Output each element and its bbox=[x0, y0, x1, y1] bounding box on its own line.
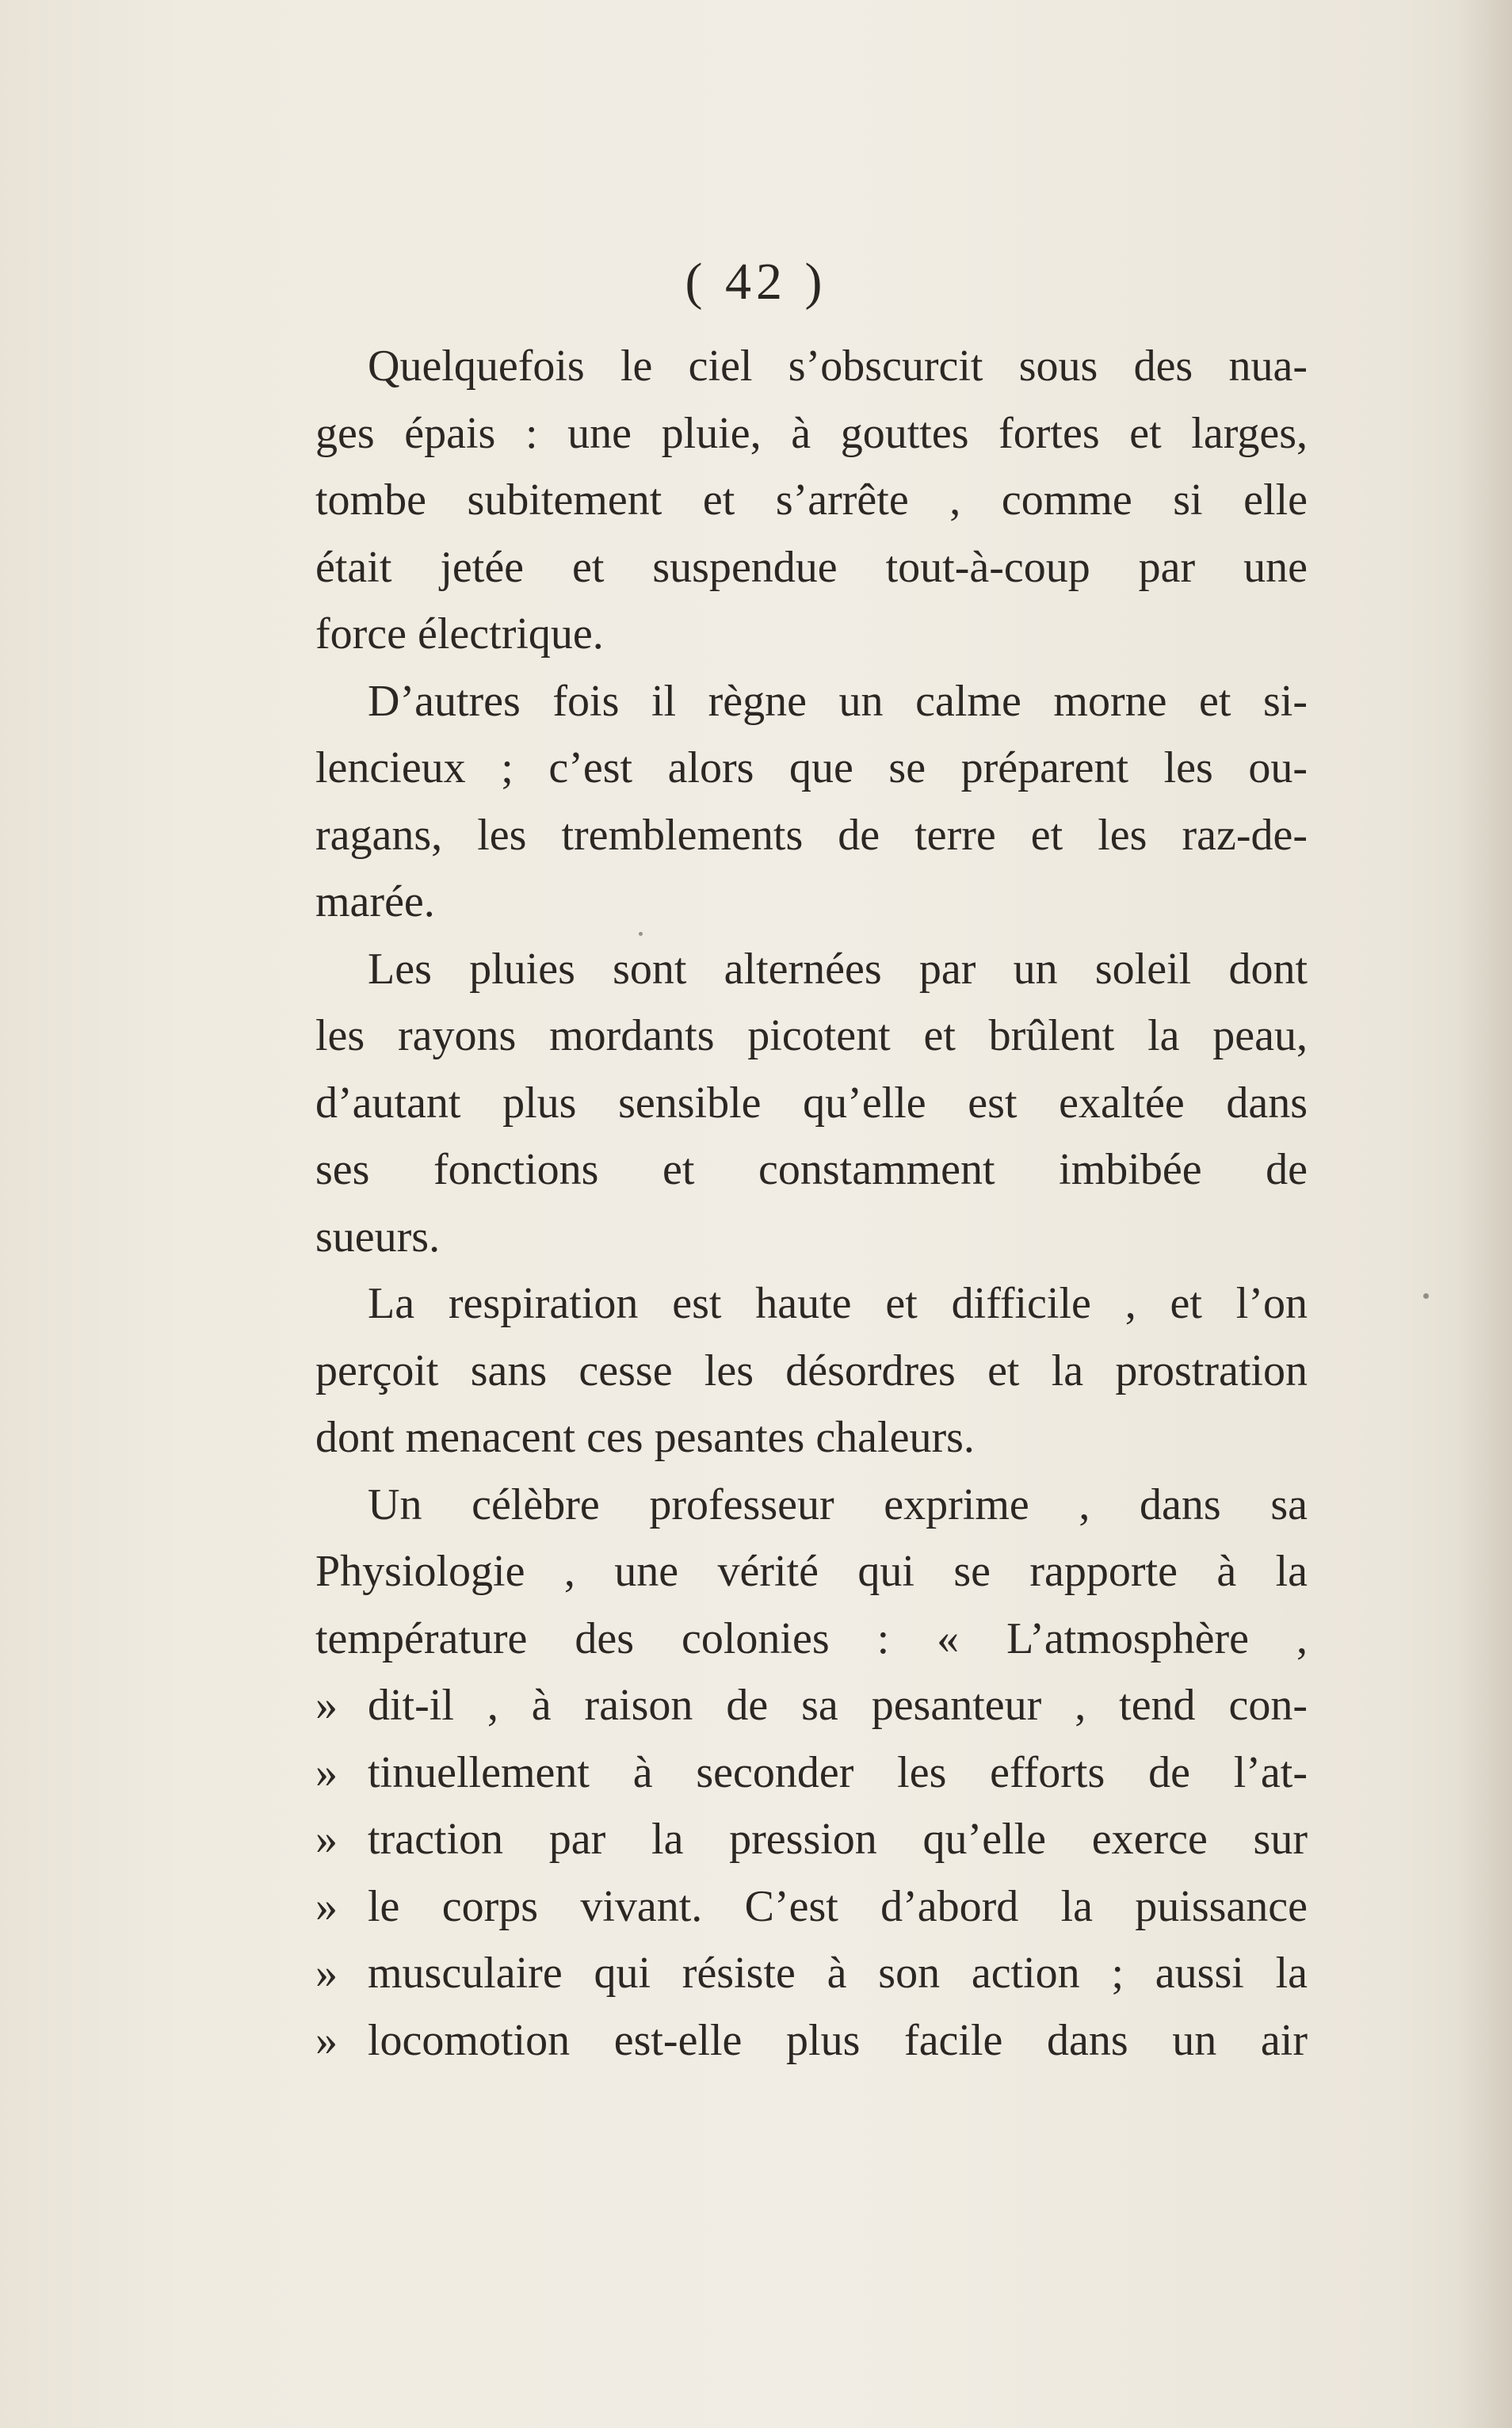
quoted-line bbox=[315, 1940, 1308, 2007]
text-line: marée. bbox=[315, 877, 435, 926]
text-line: Quelquefois le ciel s’obscurcit sous des nua- bbox=[368, 342, 1308, 391]
text-line: ragans, les tremblements de terre et les raz-de- bbox=[315, 810, 1308, 860]
text-line: perçoit sans cesse les désordres et la prostration bbox=[315, 1346, 1308, 1395]
body-text bbox=[315, 333, 1308, 2074]
quoted-line bbox=[315, 1739, 1308, 1807]
text-line: force électrique. bbox=[315, 609, 604, 659]
quoted-line bbox=[315, 1806, 1308, 1873]
quote-mark: » bbox=[315, 1681, 338, 1730]
paper-speck bbox=[639, 932, 643, 936]
quoted-line-text: dit-il , à raison de sa pesanteur , tend con- bbox=[368, 1681, 1308, 1730]
quoted-line bbox=[315, 1672, 1308, 1739]
text-line: ses fonctions et constamment imbibée de bbox=[315, 1145, 1308, 1194]
text-line: était jetée et suspendue tout-à-coup par une bbox=[315, 542, 1308, 592]
text-line: tombe subitement et s’arrête , comme si elle bbox=[315, 475, 1308, 525]
text-line: Physiologie , une vérité qui se rapporte à la bbox=[315, 1547, 1308, 1596]
quoted-line-text: tinuellement à seconder les efforts de l’at- bbox=[368, 1747, 1308, 1797]
quote-mark: » bbox=[315, 2015, 338, 2065]
text-line: les rayons mordants picotent et brûlent la peau, bbox=[315, 1011, 1308, 1060]
text-line: D’autres fois il règne un calme morne et si- bbox=[368, 676, 1308, 726]
quote-mark: » bbox=[315, 1815, 338, 1864]
page-number: ( 42 ) bbox=[685, 253, 827, 311]
text-line: sueurs. bbox=[315, 1212, 441, 1262]
quote-mark: » bbox=[315, 1747, 338, 1797]
quote-mark: » bbox=[315, 1881, 338, 1931]
text-line: température des colonies : « L’atmosphère , bbox=[315, 1613, 1308, 1663]
quoted-line bbox=[315, 1873, 1308, 1941]
quoted-line-text: le corps vivant. C’est d’abord la puissance bbox=[368, 1881, 1308, 1931]
quoted-line-text: traction par la pression qu’elle exerce sur bbox=[368, 1815, 1308, 1864]
text-line: dont menacent ces pesantes chaleurs. bbox=[315, 1413, 975, 1462]
page-edge-shadow bbox=[1457, 0, 1512, 2428]
text-line: lencieux ; c’est alors que se préparent les ou- bbox=[315, 743, 1308, 792]
text-line: Un célèbre professeur exprime , dans sa bbox=[368, 1479, 1308, 1529]
quoted-line-text: locomotion est-elle plus facile dans un air bbox=[368, 2015, 1308, 2065]
quoted-line-text: musculaire qui résiste à son action ; aussi la bbox=[368, 1949, 1308, 1998]
quote-mark: » bbox=[315, 1949, 338, 1998]
text-line: ges épais : une pluie, à gouttes fortes et larges, bbox=[315, 408, 1308, 458]
quoted-line bbox=[315, 2007, 1308, 2075]
paper-speck bbox=[1423, 1293, 1429, 1299]
text-line: La respiration est haute et difficile , et l’on bbox=[368, 1279, 1308, 1328]
text-line: d’autant plus sensible qu’elle est exaltée dans bbox=[315, 1078, 1308, 1128]
text-line: Les pluies sont alternées par un soleil dont bbox=[368, 944, 1308, 994]
